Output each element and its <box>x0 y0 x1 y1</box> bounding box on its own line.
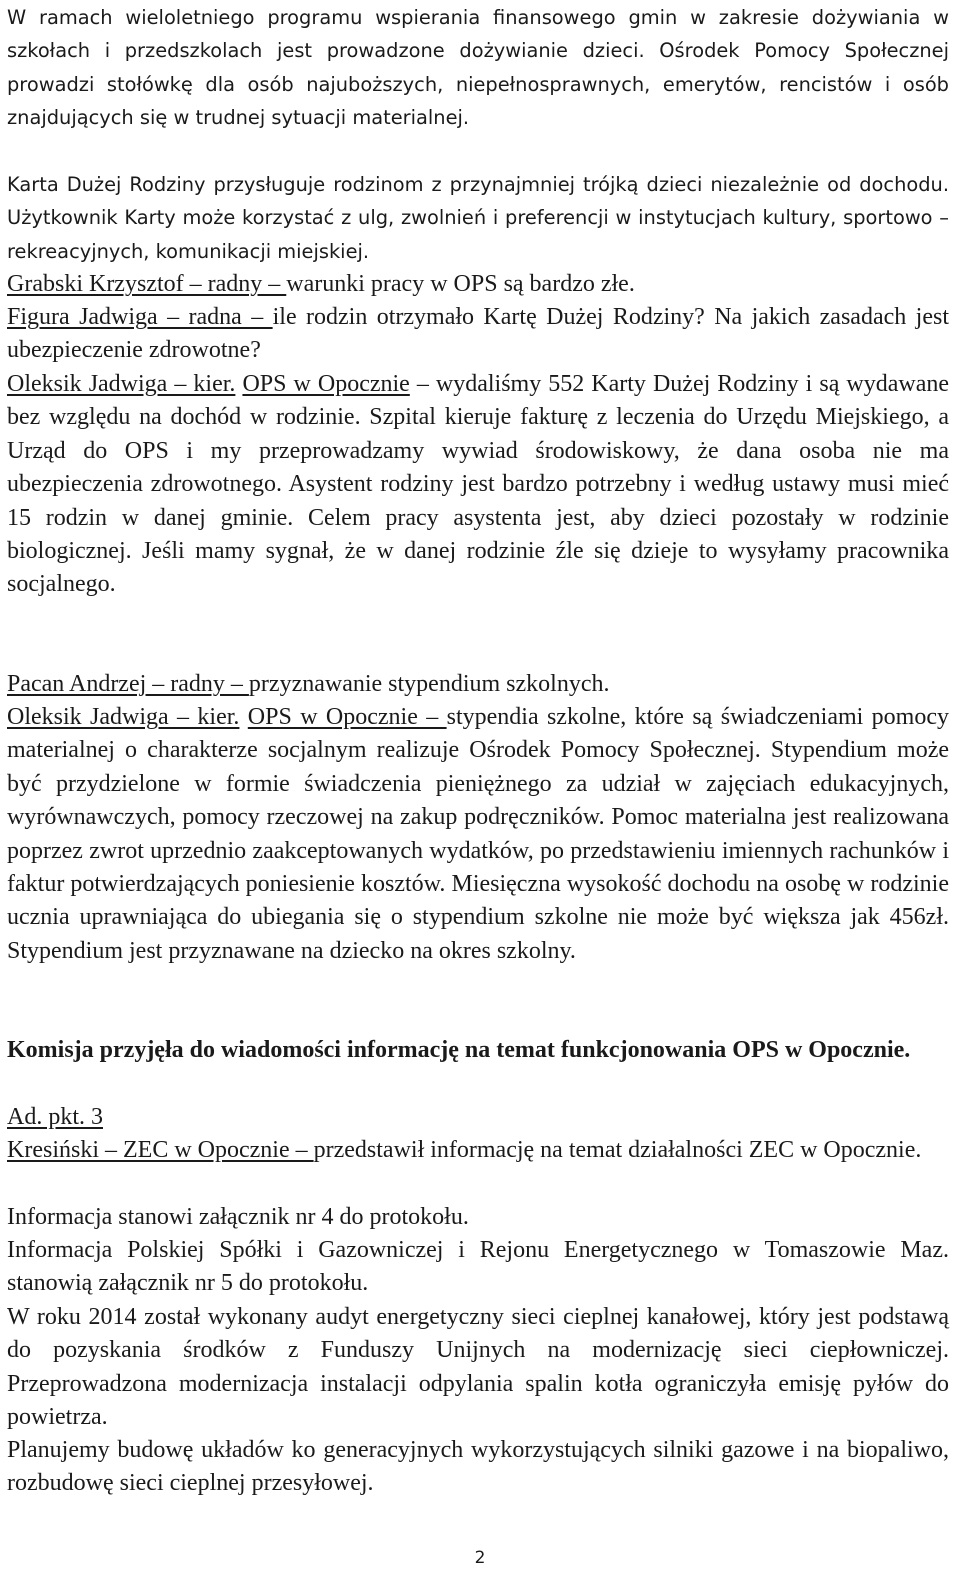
paragraph-attachment-4: Informacja stanowi załącznik nr 4 do protokołu. <box>7 1204 469 1230</box>
speaker-grabski: Grabski Krzysztof – radny – <box>7 271 287 297</box>
speaker-oleksik-2: Oleksik Jadwiga – kier. <box>7 704 240 730</box>
paragraph-oleksik-answer-2 <box>7 701 949 968</box>
paragraph-kresinski <box>7 1134 949 1167</box>
speaker-ops-2: OPS w Opocznie – <box>247 704 447 730</box>
paragraph-figura <box>7 301 949 368</box>
paragraph-cogeneration-plans: Planujemy budowę układów ko generacyjnych wykorzystujących silniki gazowe i na biopaliwo, rozbudowę sieci cieplnej przesyłowej. <box>7 1437 949 1497</box>
paragraph-large-family-card: Karta Dużej Rodziny przysługuje rodzinom z przynajmniej trójką dzieci niezależnie od dochodu. Użytkownik Karty może korzystać z ulg, zwolnień i preferencji w instytucjach kultury, sportowo –rekreacyjnych, komunikacji miejskiej. <box>7 173 949 263</box>
page-number: 2 <box>474 1548 486 1568</box>
statement-pacan: przyznawanie stypendium szkolnych. <box>248 671 610 697</box>
speaker-oleksik-1: Oleksik Jadwiga – kier. <box>7 371 236 397</box>
agenda-item-heading: Ad. pkt. 3 <box>7 1104 103 1130</box>
statement-oleksik-1: – wydaliśmy 552 Karty Dużej Rodziny i są wydawane bez względu na dochód w rodzinie. Szpital kieruje fakturę z leczenia do Urzędu Miejskiego, a Urząd do OPS i my przeprowadzamy wywiad środowiskowy, że dana osoba nie ma ubezpieczenia zdrowotnego. Asystent rodziny jest bardzo potrzebny i według ustawy musi mieć 15 rodzin w danej gminie. Celem pracy asystenta jest, aby dzieci pozostały w rodzinie biologicznej. Jeśli mamy sygnał, że w danej rodzinie źle się dzieje to wysyłamy pracownika socjalnego. <box>7 371 950 598</box>
statement-kresinski: przedstawił informację na temat działalności ZEC w Opocznie. <box>313 1137 922 1163</box>
paragraph-pacan <box>7 668 949 701</box>
statement-grabski: warunki pracy w OPS są bardzo złe. <box>286 271 635 297</box>
paragraph-feeding-program: W ramach wieloletniego programu wspierania finansowego gmin w zakresie dożywiania w szkołach i przedszkolach jest prowadzone dożywianie dzieci. Ośrodek Pomocy Społecznej prowadzi stołówkę dla osób najuboższych, niepełnosprawnych, emerytów, rencistów i osób znajdujących się w trudnej sytuacji materialnej. <box>7 6 949 130</box>
speaker-figura: Figura Jadwiga – radna – <box>7 304 273 330</box>
speaker-ops-1: OPS w Opocznie <box>242 371 410 397</box>
speaker-kresinski: Kresiński – ZEC w Opocznie – <box>7 1137 314 1163</box>
paragraph-oleksik-answer-1 <box>7 368 949 602</box>
speaker-pacan: Pacan Andrzej – radny – <box>7 671 249 697</box>
commission-resolution: Komisja przyjęła do wiadomości informację na temat funkcjonowania OPS w Opocznie. <box>7 1037 911 1063</box>
statement-figura: ile rodzin otrzymało Kartę Dużej Rodziny? Na jakich zasadach jest ubezpieczenie zdrowotne? <box>7 304 949 364</box>
paragraph-grabski <box>7 268 949 301</box>
paragraph-attachment-5: Informacja Polskiej Spółki i Gazowniczej i Rejonu Energetycznego w Tomaszowie Maz. stanowią załącznik nr 5 do protokołu. <box>7 1237 949 1297</box>
paragraph-energy-audit: W roku 2014 został wykonany audyt energetyczny sieci cieplnej kanałowej, który jest podstawą do pozyskania środków z Funduszy Unijnych na modernizację sieci ciepłowniczej. Przeprowadzona modernizacja instalacji odpylania spalin kotła ograniczyła emisję pyłów do powietrza. <box>7 1304 949 1431</box>
statement-oleksik-2: stypendia szkolne, które są świadczeniami pomocy materialnej o charakterze socjalnym realizuje Ośrodek Pomocy Społecznej. Stypendium może być przydzielone w formie świadczenia pieniężnego za udział w zajęciach edukacyjnych, wyrównawczych, pomocy rzeczowej na zakup podręczników. Pomoc materialna jest realizowana poprzez zwrot uprzednio zaakceptowanych wydatków, po przedstawieniu imiennych rachunków i faktur potwierdzających poniesienie kosztów. Miesięczna wysokość dochodu na osobę w rodzinie ucznia uprawniająca do ubiegania się o stypendium szkolne nie może być większa jak 456zł. Stypendium jest przyznawane na dziecko na okres szkolny. <box>7 704 949 964</box>
